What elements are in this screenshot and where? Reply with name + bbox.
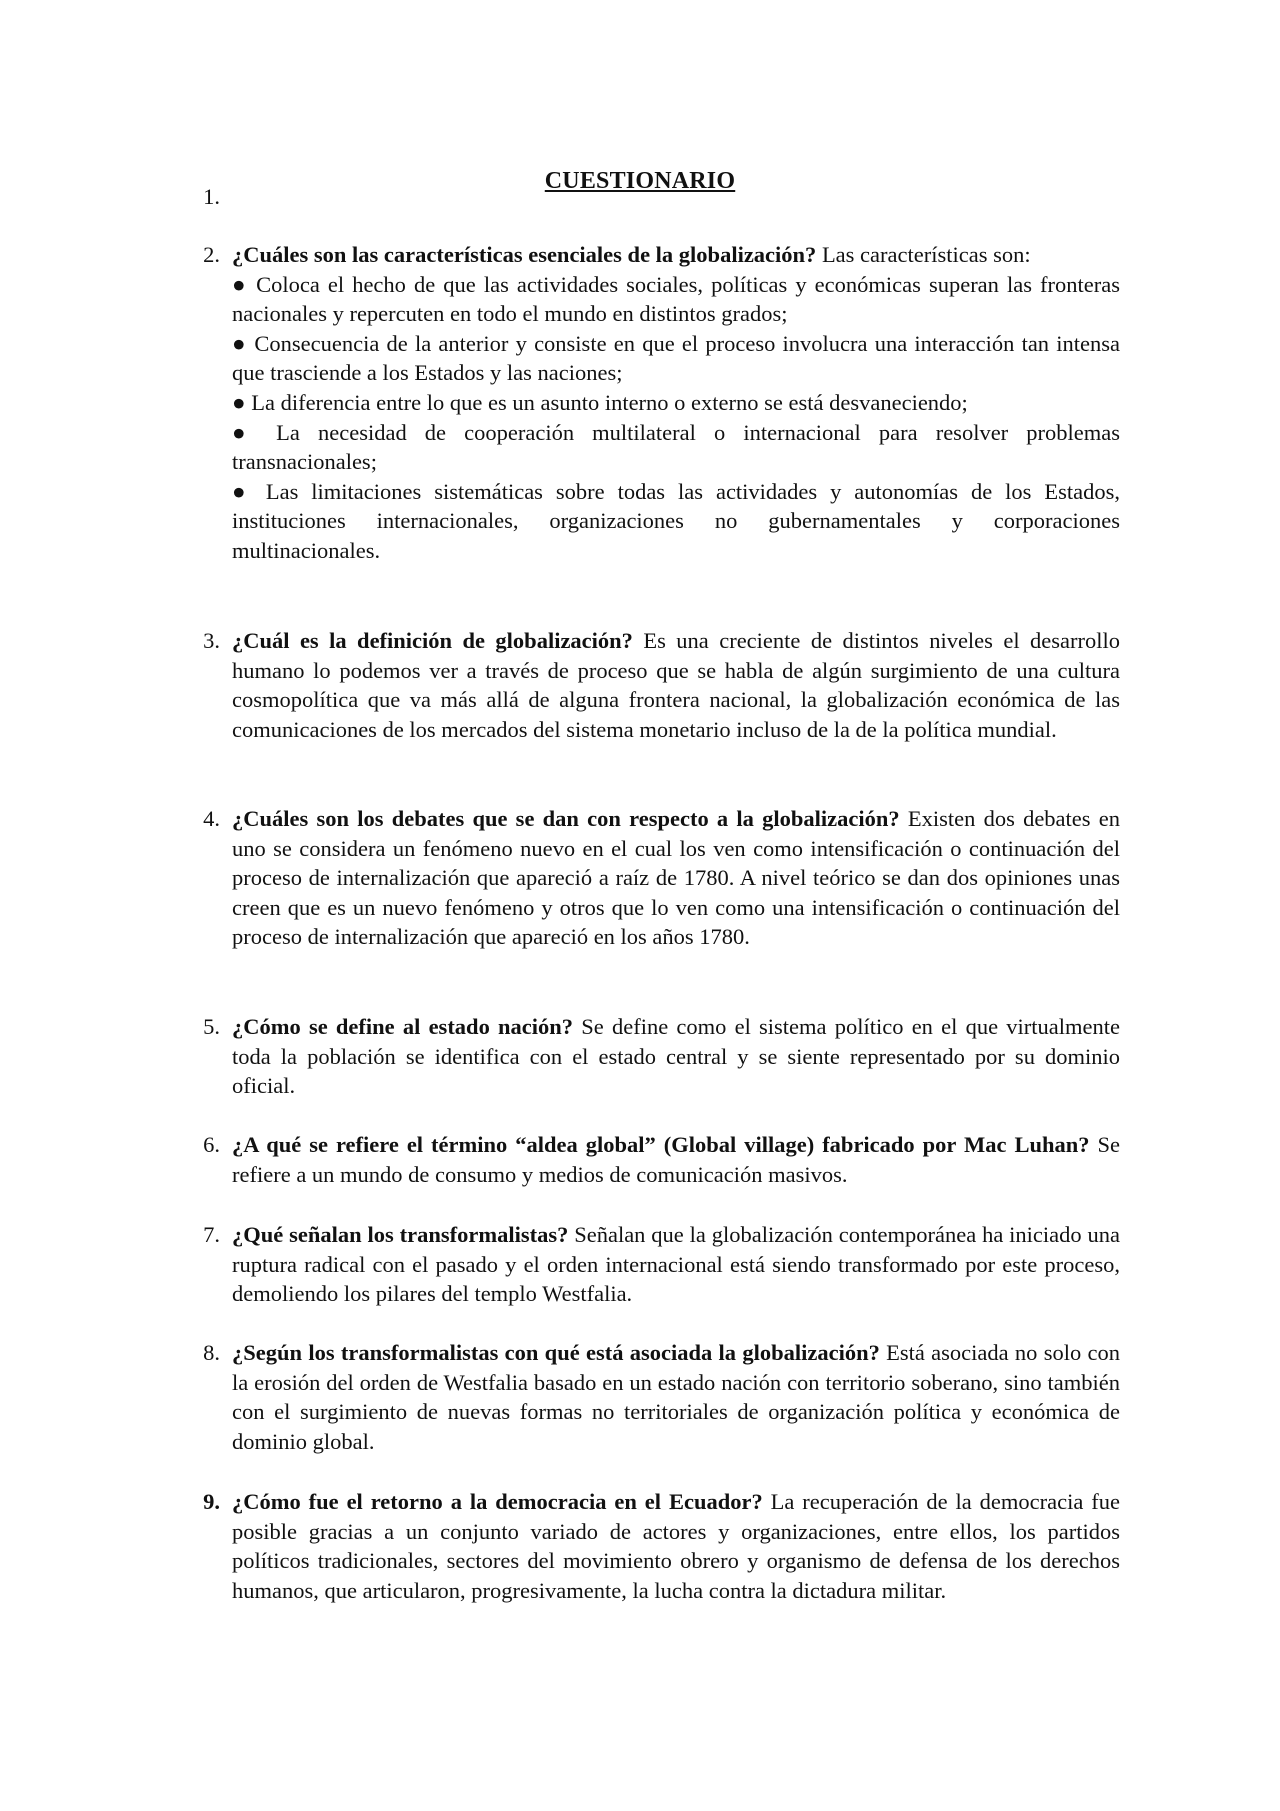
item-body	[232, 1220, 1120, 1309]
question-text: ¿Qué señalan los transformalistas?	[232, 1222, 569, 1247]
item-body	[232, 1487, 1120, 1605]
item-number: 6.	[203, 1132, 220, 1157]
answer-text: Existen dos debates en uno se considera un fenómeno nuevo en el cual los ven como intensificación o continuación del proceso de internalización que apareció a raíz de 1780. A nivel teórico se dan dos opiniones unas creen que es un nuevo fenómeno y otros que lo ven como una intensificación o continuación del proceso de internalización que apareció en los años 1780.	[232, 806, 1121, 950]
item-number: 5.	[203, 1014, 220, 1039]
item-body	[232, 1130, 1120, 1189]
bullet-point: ● Consecuencia de la anterior y consiste en que el proceso involucra una interacción tan intensa que trasciende a los Estados y las naciones;	[232, 330, 1120, 386]
answer-text: Está asociada no solo con la erosión del orden de Westfalia basado en un estado nación con territorio soberano, sino también con el surgimiento de nuevas formas no territoriales de organización política y económica de dominio global.	[232, 1340, 1120, 1454]
item-number: 4.	[203, 806, 220, 831]
question-text: ¿Cuáles son los debates que se dan con respecto a la globalización?	[232, 806, 900, 831]
item-number: 7.	[203, 1222, 220, 1247]
page-title: CUESTIONARIO	[544, 168, 736, 194]
item-number: 1.	[203, 184, 220, 209]
bullet-point: ● La necesidad de cooperación multilateral o internacional para resolver problemas transnacionales;	[232, 419, 1120, 475]
answer-text: Se refiere a un mundo de consumo y medios de comunicación masivos.	[232, 1132, 1120, 1187]
question-text: ¿A qué se refiere el término “aldea global” (Global village) fabricado por Mac Luhan?	[232, 1132, 1090, 1157]
answer-text: La recuperación de la democracia fue posible gracias a un conjunto variado de actores y organizaciones, entre ellos, los partidos políticos tradicionales, sectores del movimiento obrero y organismo de defensa de los derechos humanos, que articularon, progresivamente, la lucha contra la dictadura militar.	[232, 1489, 1120, 1603]
item-body	[232, 804, 1120, 952]
bullet-point: ● Las limitaciones sistemáticas sobre todas las actividades y autonomías de los Estados, instituciones internacionales, organizaciones no gubernamentales y corporaciones multinacionales.	[232, 478, 1120, 563]
question-text: ¿Cuáles son las características esenciales de la globalización?	[232, 242, 817, 267]
item-number: 8.	[203, 1340, 220, 1365]
item-body	[232, 240, 1120, 566]
item-body	[232, 1338, 1120, 1456]
question-text: ¿Cómo fue el retorno a la democracia en el Ecuador?	[232, 1489, 763, 1514]
bullet-point: ● Coloca el hecho de que las actividades sociales, políticas y económicas superan las fronteras nacionales y repercuten en todo el mundo en distintos grados;	[232, 271, 1120, 327]
answer-text: Señalan que la globalización contemporánea ha iniciado una ruptura radical con el pasado y el orden internacional está siendo transformado por este proceso, demoliendo los pilares del templo Westfalia.	[232, 1222, 1120, 1307]
answer-text: Las características son:	[816, 242, 1031, 267]
item-number: 9.	[203, 1489, 220, 1514]
item-body	[232, 626, 1120, 744]
item-number: 2.	[203, 242, 220, 267]
question-text: ¿Cuál es la definición de globalización?	[232, 628, 633, 653]
answer-text: Se define como el sistema político en el que virtualmente toda la población se identifica con el estado central y se siente representado por su dominio oficial.	[232, 1014, 1120, 1099]
question-text: ¿Cómo se define al estado nación?	[232, 1014, 574, 1039]
bullet-point: ● La diferencia entre lo que es un asunto interno o externo se está desvaneciendo;	[232, 389, 968, 415]
item-body	[232, 1012, 1120, 1101]
answer-text: Es una creciente de distintos niveles el desarrollo humano lo podemos ver a través de proceso que se habla de algún surgimiento de una cultura cosmopolítica que va más allá de alguna frontera nacional, la globalización económica de las comunicaciones de los mercados del sistema monetario incluso de la de la política mundial.	[232, 628, 1120, 742]
question-text: ¿Según los transformalistas con qué está asociada la globalización?	[232, 1340, 880, 1365]
item-number: 3.	[203, 628, 220, 653]
